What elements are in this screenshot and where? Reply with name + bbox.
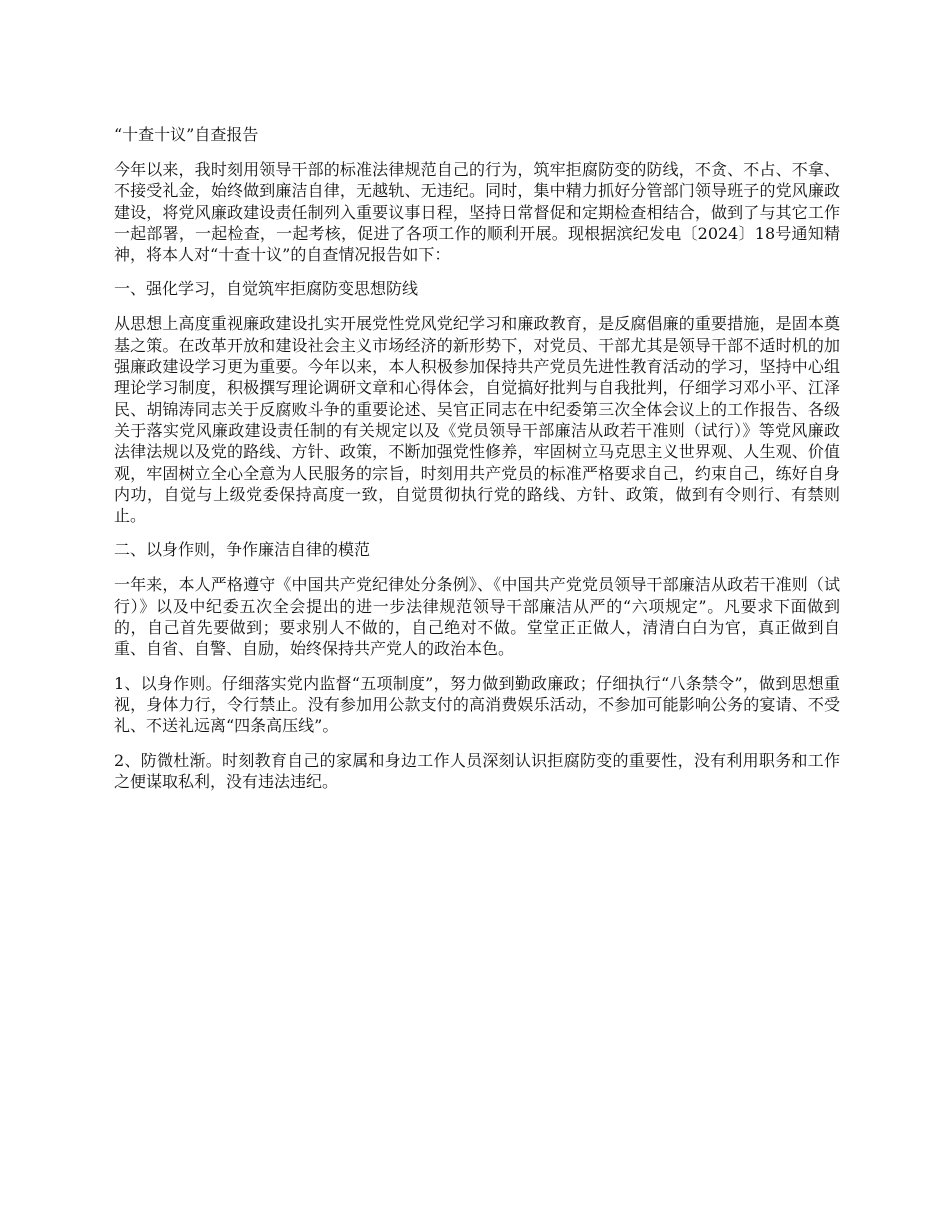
section-1-body: 从思想上高度重视廉政建设扎实开展党性党风党纪学习和廉政教育，是反腐倡廉的重要措施，是固本奠基之策。在改革开放和建设社会主义市场经济的新形势下，对党员、干部尤其是领导干部不适时机的加强廉政建设学习更为重要。今年以来，本人积极参加保持共产党员先进性教育活动的学习，坚持中心组理论学习制度，积极撰写理论调研文章和心得体会，自觉搞好批判与自我批判，仔细学习邓小平、江泽民、胡锦涛同志关于反腐败斗争的重要论述、吴官正同志在中纪委第三次全体会议上的工作报告、各级关于落实党风廉政建设责任制的有关规定以及《党员领导干部廉洁从政若干准则（试行）》等党风廉政法律法规以及党的路线、方针、政策，不断加强党性修养，牢固树立马克思主义世界观、人生观、价值观，牢固树立全心全意为人民服务的宗旨，时刻用共产党员的标准严格要求自己，约束自己，练好自身内功，自觉与上级党委保持高度一致，自觉贯彻执行党的路线、方针、政策，做到有令则行、有禁则止。 xyxy=(114,314,840,526)
document-title: “十查十议”自查报告 xyxy=(114,125,259,144)
section-2-item-1: 1、以身作则。仔细落实党内监督“五项制度”，努力做到勤政廉政；仔细执行“八条禁令”，做到思想重视，身体力行，令行禁止。没有参加用公款支付的高消费娱乐活动，不参加可能影响公务的宴请、不受礼、不送礼远离“四条高压线”。 xyxy=(114,673,840,736)
document-page xyxy=(114,124,840,805)
section-2-item-2: 2、防微杜渐。时刻教育自己的家属和身边工作人员深刻认识拒腐防变的重要性，没有利用职务和工作之便谋取私利，没有违法违纪。 xyxy=(114,750,840,791)
intro-paragraph: 今年以来，我时刻用领导干部的标准法律规范自己的行为，筑牢拒腐防变的防线，不贪、不占、不拿、不接受礼金，始终做到廉洁自律，无越轨、无违纪。同时，集中精力抓好分管部门领导班子的党风廉政建设，将党风廉政建设责任制列入重要议事日程，坚持日常督促和定期检查相结合，做到了与其它工作一起部署，一起检查，一起考核，促进了各项工作的顺利开展。现根据滨纪发电〔2024〕18号通知精神，将本人对“十查十议”的自查情况报告如下： xyxy=(114,160,840,265)
section-2-heading: 二、以身作则，争作廉洁自律的模范 xyxy=(114,540,371,560)
section-2-body: 一年来，本人严格遵守《中国共产党纪律处分条例》、《中国共产党党员领导干部廉洁从政若干准则（试行）》以及中纪委五次全会提出的进一步法律规范领导干部廉洁从严的“六项规定”。凡要求下面做到的，自己首先要做到；要求别人不做的，自己绝对不做。堂堂正正做人，清清白白为官，真正做到自重、自省、自警、自励，始终保持共产党人的政治本色。 xyxy=(114,575,840,659)
section-1-heading: 一、强化学习，自觉筑牢拒腐防变思想防线 xyxy=(114,279,419,299)
